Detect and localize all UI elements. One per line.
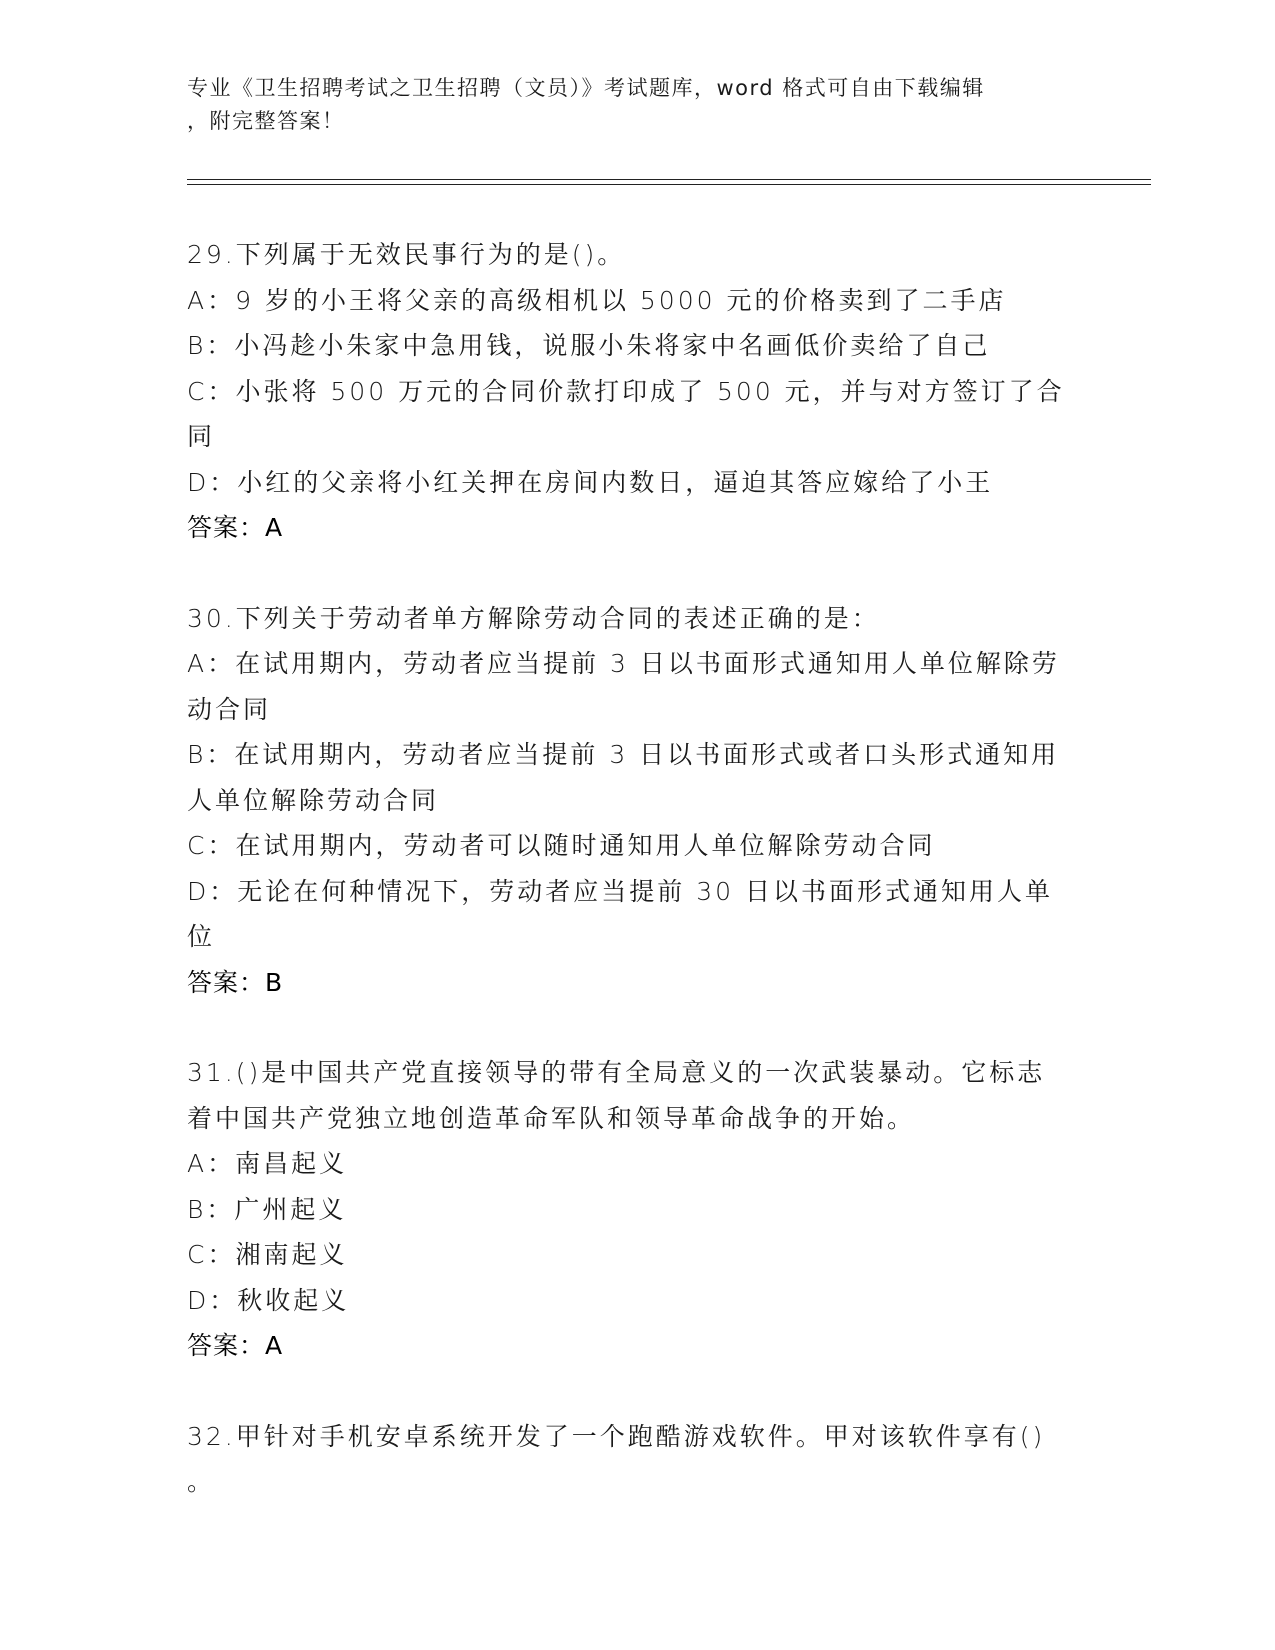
answer-option-line: D：小红的父亲将小红关押在房间内数日，逼迫其答应嫁给了小王 [187, 467, 994, 497]
question-block [187, 1050, 1087, 1369]
answer-option [187, 1141, 1087, 1187]
answer-option [187, 1232, 1087, 1278]
question-block [187, 596, 1087, 1006]
question-stem-line: 30.下列关于劳动者单方解除劳动合同的表述正确的是： [187, 603, 880, 633]
answer-option [187, 1278, 1087, 1324]
document-header [187, 72, 1067, 138]
question-stem-line: 。 [187, 1467, 216, 1496]
question-block [187, 1414, 1087, 1505]
header-line-1: 专业《卫生招聘考试之卫生招聘（文员）》考试题库，word 格式可自由下载编辑 [187, 76, 985, 100]
answer-option-line: C：小张将 500 万元的合同价款打印成了 500 元，并与对方签订了合同 [187, 376, 1065, 451]
question-stem-line: 31.()是中国共产党直接领导的带有全局意义的一次武装暴动。它标志 [187, 1058, 1046, 1087]
answer-option-line: C：在试用期内，劳动者可以随时通知用人单位解除劳动合同 [187, 831, 936, 860]
answer-option-line: B：小冯趁小朱家中急用钱，说服小朱将家中名画低价卖给了自己 [187, 331, 991, 360]
header-line-2: ，附完整答案！ [187, 109, 345, 133]
answer-option-line: 人单位解除劳动合同 [187, 785, 440, 815]
answer-option-line: A：在试用期内，劳动者应当提前 3 日以书面形式通知用人单位解除劳 [187, 649, 1060, 678]
answer-option-line: B：在试用期内，劳动者应当提前 3 日以书面形式或者口头形式通知用 [187, 740, 1060, 769]
answer-key: 答案：A [187, 1331, 284, 1360]
question-block [187, 232, 1087, 551]
question-stem-line: 着中国共产党独立地创造革命军队和领导革命战争的开始。 [187, 1103, 916, 1133]
question-list [187, 232, 1087, 1550]
answer-option [187, 460, 1087, 506]
question-stem-line: 32.甲针对手机安卓系统开发了一个跑酷游戏软件。甲对该软件享有() [187, 1421, 1046, 1451]
answer-option-line: A：南昌起义 [187, 1149, 348, 1178]
header-divider-bottom [187, 184, 1151, 185]
answer-option [187, 1187, 1087, 1233]
answer-option-line: A：9 岁的小王将父亲的高级相机以 5000 元的价格卖到了二手店 [187, 285, 1007, 315]
answer-option [187, 641, 1087, 732]
answer-option [187, 369, 1087, 460]
header-divider-top [187, 179, 1151, 180]
answer-key: 答案：B [187, 967, 284, 997]
answer-option-line: D：无论在何种情况下，劳动者应当提前 30 日以书面形式通知用人单 [187, 876, 1053, 906]
answer-option [187, 823, 1087, 869]
answer-option-line: D：秋收起义 [187, 1285, 350, 1315]
answer-option [187, 323, 1087, 369]
question-stem-line: 29.下列属于无效民事行为的是()。 [187, 240, 626, 269]
answer-option [187, 732, 1087, 823]
answer-option-line: 位 [187, 922, 216, 951]
answer-option-line: B：广州起义 [187, 1194, 347, 1224]
answer-key: 答案：A [187, 513, 284, 542]
answer-option-line: 动合同 [187, 694, 272, 724]
answer-option-line: C：湘南起义 [187, 1240, 348, 1269]
answer-option [187, 278, 1087, 324]
answer-option [187, 869, 1087, 960]
